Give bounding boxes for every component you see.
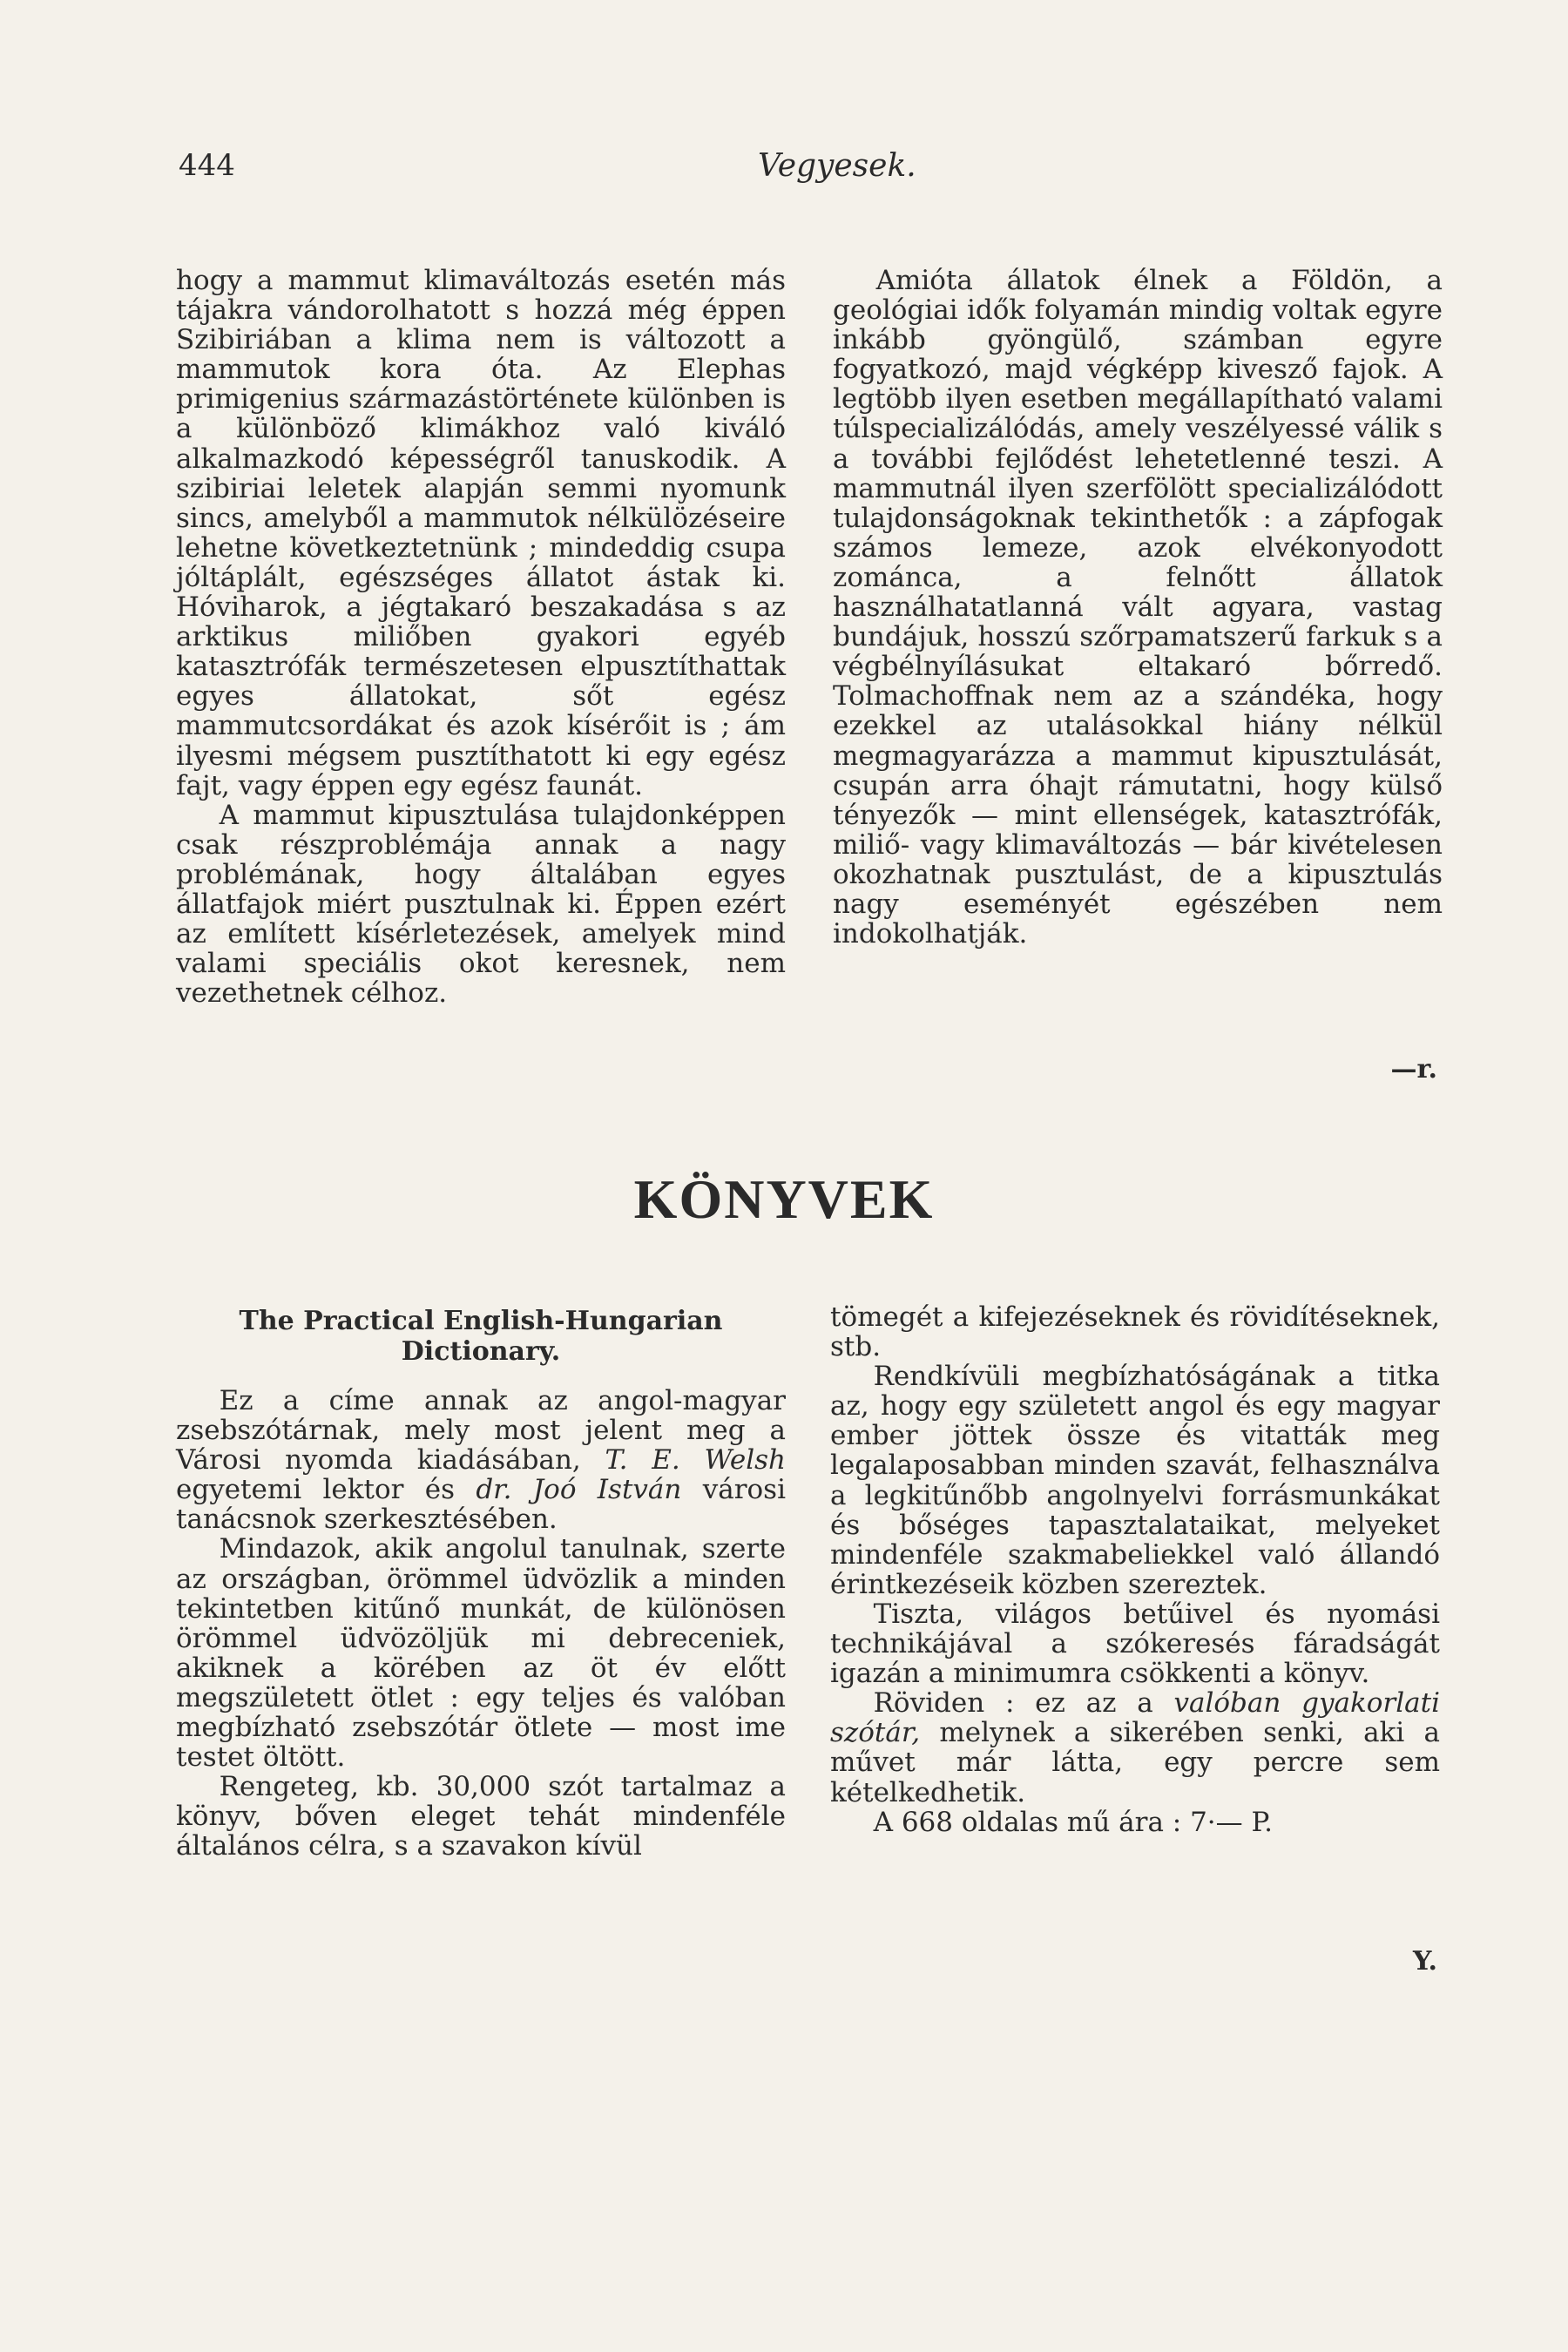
article-column-right [833,266,1443,949]
section-title: KÖNYVEK [633,1168,935,1230]
page-number: 444 [179,148,235,183]
review-column-left [176,1307,786,1862]
review-paragraph: Tiszta, világos betűivel és nyomási technikájával a szókeresés fáradságát igazán a minimumra csökkenti a könyv. [830,1598,1440,1690]
review-text: Ez a címe annak az angol-magyar zsebszótárnak, mely most jelent meg a Városi nyomda kiadásában, [176,1385,786,1477]
review-column-right [830,1302,1440,1837]
review-paragraph: tömegét a kifejezéseknek és rövidítéseknek, stb. [830,1301,1440,1363]
review-paragraph: Rendkívüli megbízhatóságának a titka az, hogy egy született angol és egy magyar ember jöttek össze és vitatták meg legalaposabban minden szavát, felhasználva a legkitűnőbb angolnyelvi forrásmunkákat és bőséges tapasztalataikat, melyeket mindenféle szakmabeliekkel való állandó érintkezéseik közben szereztek. [830,1361,1440,1600]
article-paragraph: Amióta állatok élnek a Földön, a geológiai idők folyamán mindig voltak egyre inkább gyöngülő, számban egyre fogyatkozó, majd végképp kivesző fajok. A legtöbb ilyen esetben megállapítható valami túlspecializálódás, amely veszélyessé válik s a további fejlődést lehetetlenné teszi. A mammutnál ilyen szerfölött specializálódott tulajdonságoknak tekinthetők : a zápfogak számos lemeze, azok elvékonyodott zománca, a felnőtt állatok használhatatlanná vált agyara, vastag bundájuk, hosszú szőrpamatszerű farkuk s a végbélnyílásukat eltakaró bőrredő. Tolmachoffnak nem az a szándéka, hogy ezekkel az utalásokkal hiány nélkül megmagyarázza a mammut kipusztulását, csupán arra óhajt rámutatni, hogy külső tényezők — mint ellenségek, katasztrófák, miliő- vagy klimaváltozás — bár kivételesen okozhatnak pusztulást, de a kipusztulás nagy eseményét egészében nem indokolhatják. [833,265,1443,950]
article-paragraph: A mammut kipusztulása tulajdonképpen csak részproblémája annak a nagy problémának, hogy általában egyes állatfajok miért pusztulnak ki. Éppen ezért az említett kísérletezések, amelyek mind valami speciális okot keresnek, nem vezethetnek célhoz. [176,799,786,1010]
review-paragraph [830,1688,1440,1807]
editor-name: dr. Joó István [476,1474,682,1506]
review-paragraph: Rengeteg, kb. 30,000 szót tartalmaz a könyv, bőven eleget tehát mindenféle általános célra, s a szavakon kívül [176,1771,786,1862]
editor-name: T. E. Welsh [605,1444,786,1477]
review-text: melynek a sikerében senki, aki a művet már látta, egy percre sem kételkedhetik. [830,1717,1440,1808]
review-signature: Y. [1413,1946,1437,1977]
emphasis-text: valóban gyakorlati szótár, [830,1687,1440,1749]
article-column-left [176,266,786,1008]
review-paragraph [176,1386,786,1534]
review-text: egyetemi lektor és [176,1474,476,1506]
article-signature: —r. [1390,1054,1437,1085]
article-paragraph: hogy a mammut klimaváltozás esetén más tájakra vándorolhatott s hozzá még éppen Szibiriában a klima nem is változott a mammutok kora óta. Az Elephas primigenius származástörténete különben is a különböző klimákhoz való kiváló alkalmazkodó képességről tanuskodik. A szibiriai leletek alapján semmi nyomunk sincs, amelyből a mammutok nélkülözéseire lehetne következtetnünk ; mindeddig csupa jóltáplált, egészséges állatot ástak ki. Hóviharok, a jégtakaró beszakadása s az arktikus miliőben gyakori egyéb katasztrófák természetesen elpusztíthattak egyes állatokat, sőt egész mammutcsordákat és azok kísérőit is ; ám ilyesmi mégsem pusztíthatott ki egy egész fajt, vagy éppen egy egész faunát. [176,265,786,801]
price-line: A 668 oldalas mű ára : 7·— P. [873,1806,1273,1838]
running-title: Vegyesek. [758,148,916,184]
review-text: városi tanácsnok szerkesztésében. [176,1474,786,1536]
book-title: The Practical English-Hungarian Dictionary. [239,1306,723,1367]
review-paragraph: Mindazok, akik angolul tanulnak, szerte az országban, örömmel üdvözlik a minden tekintetben kitűnő munkát, de különösen örömmel üdvözöljük mi debreceniek, akiknek a körében az öt év előtt megszületett ötlet : egy teljes és valóban megbízható zsebszótár ötlete — most ime testet öltött. [176,1533,786,1774]
review-text: Röviden : ez az a [873,1687,1174,1720]
